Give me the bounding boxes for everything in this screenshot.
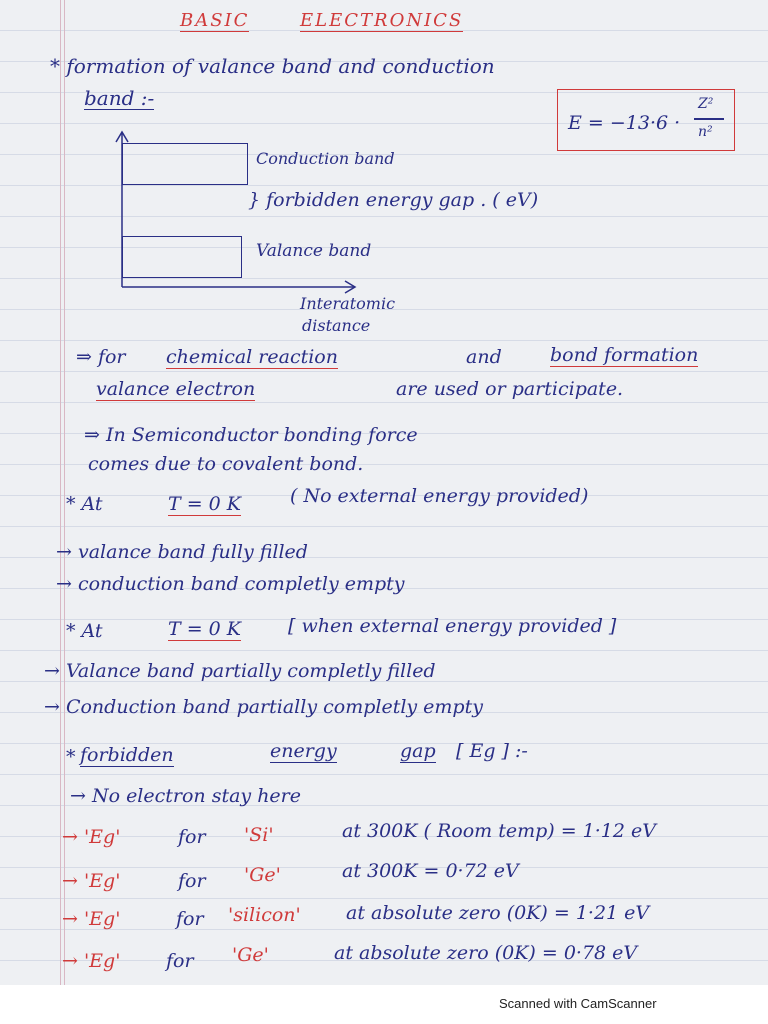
valance-band-full: → valance band fully filled: [56, 541, 308, 563]
semiconductor-line-1: ⇒ In Semiconductor bonding force: [84, 424, 418, 446]
formula-numerator: Z²: [698, 96, 714, 112]
eg-row-2-for: for: [178, 870, 206, 892]
forbidden-gap-label: } forbidden energy gap . ( eV): [248, 189, 539, 211]
at-k-rest: [ when external energy provided ]: [288, 615, 617, 637]
eg-row-4-material: 'Ge': [232, 944, 269, 966]
no-electron: → No electron stay here: [70, 785, 301, 807]
eg-row-3-for: for: [176, 908, 204, 930]
eg-row-2-material: 'Ge': [244, 864, 281, 886]
eg-row-1-for: for: [178, 826, 206, 848]
fg-forbidden: forbidden: [80, 744, 174, 766]
fg-rest: [ Eg ] :-: [456, 740, 528, 762]
at-k-temp: T = 0 K: [168, 618, 241, 640]
formula-main: E = −13·6 ·: [568, 112, 681, 134]
heading-line-2: band :-: [84, 86, 155, 110]
at-0k-temp: T = 0 K: [168, 493, 241, 515]
eg-row-3-eg: → 'Eg': [62, 908, 121, 930]
scanner-footer: Scanned with CamScanner: [499, 996, 657, 1011]
eg-row-4-value: at absolute zero (0K) = 0·78 eV: [334, 942, 638, 964]
conduction-band-empty: → conduction band completly empty: [56, 573, 405, 595]
axis-label-distance: distance: [302, 316, 371, 335]
valance-band-partial: → Valance band partially completly filled: [44, 660, 436, 682]
at-k-star: * At: [66, 620, 103, 642]
valance-band-box: [122, 236, 242, 278]
eg-row-1-eg: → 'Eg': [62, 826, 121, 848]
eg-row-1-material: 'Si': [244, 824, 274, 846]
conduction-band-partial: → Conduction band partially completly empty: [44, 696, 483, 718]
chem-arrow: ⇒ for: [76, 346, 126, 368]
eg-row-4-eg: → 'Eg': [62, 950, 121, 972]
conduction-band-box: [122, 143, 248, 185]
eg-row-4-for: for: [166, 950, 194, 972]
used-participate: are used or participate.: [396, 378, 624, 400]
eg-row-1-value: at 300K ( Room temp) = 1·12 eV: [342, 820, 656, 842]
eg-row-2-eg: → 'Eg': [62, 870, 121, 892]
valance-electron: valance electron: [96, 378, 256, 400]
semiconductor-line-2: comes due to covalent bond.: [88, 453, 364, 475]
fg-star: *: [66, 746, 76, 768]
eg-row-3-material: 'silicon': [228, 904, 301, 926]
eg-row-3-value: at absolute zero (0K) = 1·21 eV: [346, 902, 650, 924]
title-basic: BASIC: [180, 10, 250, 31]
chemical-reaction: chemical reaction: [166, 346, 338, 368]
bond-formation: bond formation: [550, 344, 699, 366]
conduction-band-label: Conduction band: [256, 149, 395, 168]
fg-energy: energy: [270, 740, 337, 762]
at-0k-rest: ( No external energy provided): [290, 485, 589, 507]
axis-label-interatomic: Interatomic: [300, 294, 396, 313]
formula-denominator: n²: [698, 124, 713, 140]
at-0k-star: * At: [66, 493, 103, 515]
chem-and: and: [466, 346, 502, 368]
heading-line-1: * formation of valance band and conduction: [50, 54, 495, 78]
valance-band-label: Valance band: [256, 241, 372, 261]
title-electronics: ELECTRONICS: [300, 10, 464, 31]
eg-row-2-value: at 300K = 0·72 eV: [342, 860, 519, 882]
fg-gap: gap: [400, 740, 436, 762]
